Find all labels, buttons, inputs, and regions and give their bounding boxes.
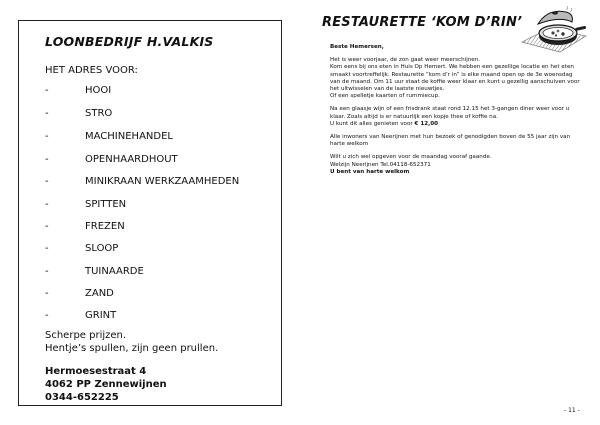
paragraph: Wilt u zich wel opgeven voor de maandag vooraf gaande.	[330, 154, 492, 161]
service-item: - STRO	[45, 108, 113, 119]
paragraph: Het is weer voorjaar, de zon gaat weer meerschijnen.	[330, 57, 481, 64]
salutation: Beste Hemersen,	[330, 44, 384, 50]
paragraph: Na een glaasje wijn of een frisdrank staat rond 12.15 het 3-gangen diner weer voor u klaar. Zoals altijd is er natuurlijk een kopje thee of koffie na.	[330, 106, 570, 120]
service-item: - ZAND	[45, 288, 114, 299]
advert-slogan: Scherpe prijzen. Hentje’s spullen, zijn geen prullen.	[45, 330, 219, 354]
service-item: - SLOOP	[45, 243, 119, 254]
service-item: - TUINAARDE	[45, 266, 144, 277]
advert-address: Hermoesestraat 4 4062 PP Zennewijnen 0344-652225	[45, 366, 167, 403]
service-item: - GRINT	[45, 310, 117, 321]
service-item: - HOOI	[45, 85, 112, 96]
service-item: - SPITTEN	[45, 199, 127, 210]
advertisement-box	[18, 20, 282, 406]
paragraph: Alle inwoners van Neerijnen met hun bezoek of genodigden boven de 55 jaar zijn van harte welkom	[330, 134, 571, 148]
advert-subtitle: HET ADRES VOOR:	[45, 65, 138, 76]
service-item: - MINIKRAAN WERKZAAMHEDEN	[45, 176, 240, 187]
article-title: RESTAURETTE ‘KOM D’RIN’	[322, 15, 523, 30]
article-body	[330, 44, 582, 176]
contact-line: Welzijn Neerijnen Tel.04118-652371	[330, 161, 431, 168]
service-item: - FREZEN	[45, 221, 125, 232]
paragraph: Kom eens bij ons eten in Huis Op Hemert. We hebben een gezellige locatie en het eten smaakt voortreffelijk. Restaurette “kom d’r in” is elke maand open op de 3e woensdag van de maand. Om 11 uur staat de koffie weer klaar en kunt u gezellig aanschuiven voor het uitwisselen van de laatste nieuwtjes.	[330, 64, 580, 93]
page-number: - 11 -	[564, 407, 580, 414]
paragraph: Of een spelletje kaarten of rummiecup.	[330, 93, 440, 100]
closing-line: U bent van harte welkom	[330, 168, 410, 175]
service-item: - MACHINEHANDEL	[45, 131, 173, 142]
price-line: U kunt dit alles genieten voor € 12,00	[330, 120, 439, 127]
advert-title: LOONBEDRIJF H.VALKIS	[45, 34, 214, 49]
service-item: - OPENHAARDHOUT	[45, 154, 178, 165]
